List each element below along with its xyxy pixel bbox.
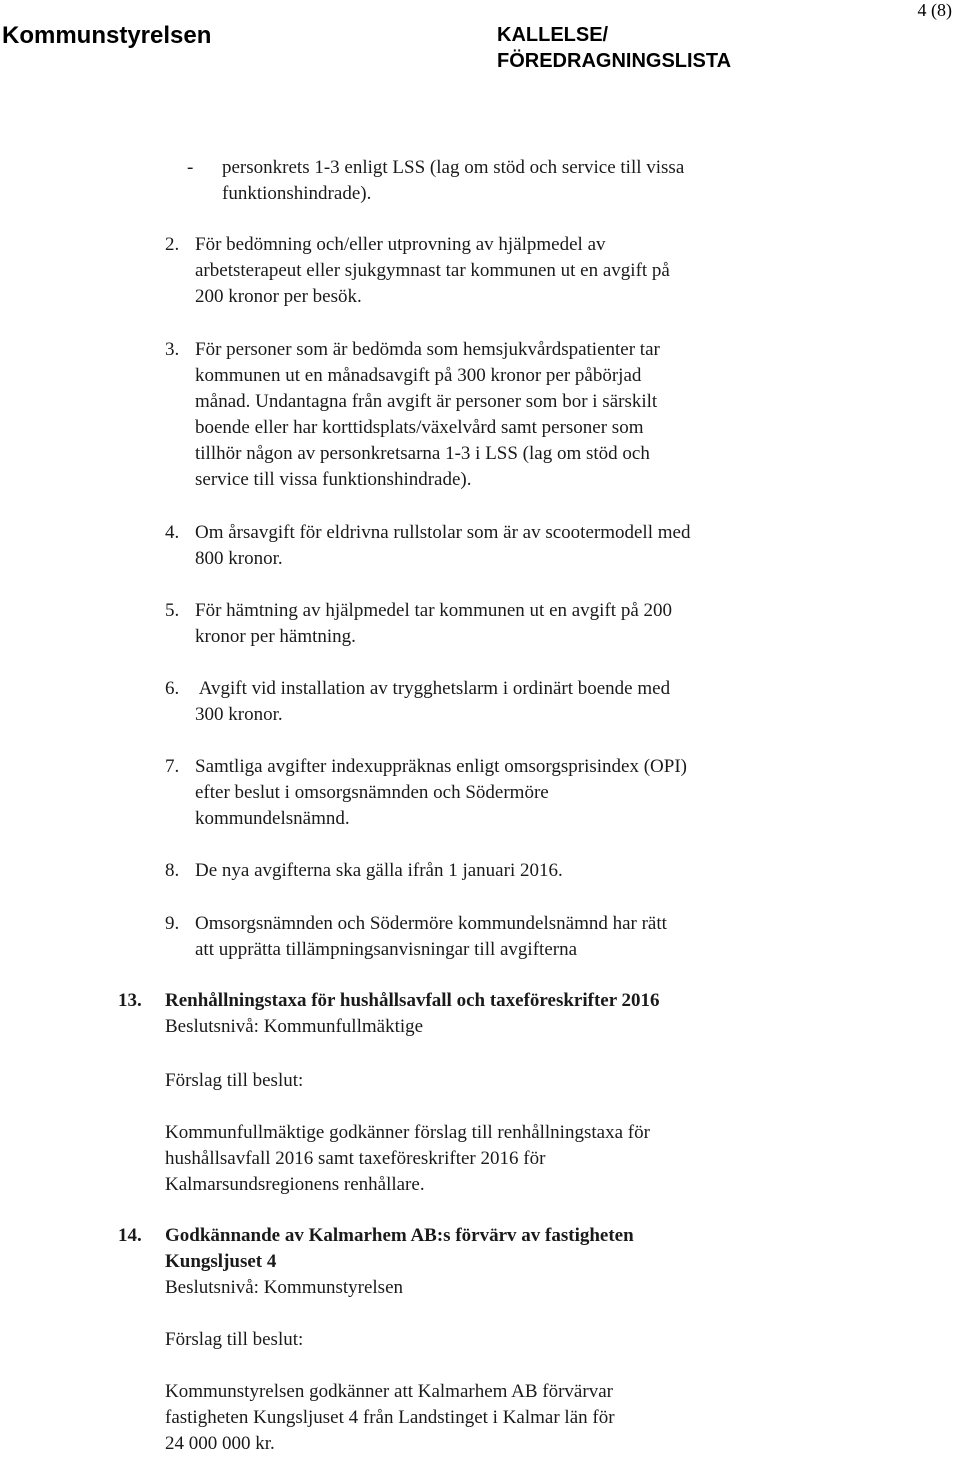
text-line: 800 kronor.: [195, 548, 283, 569]
list-number: 7.: [165, 756, 180, 777]
page-number: 4 (8): [917, 0, 952, 20]
proposal-label: [165, 1068, 303, 1094]
text-line: funktionshindrade).: [222, 183, 372, 204]
text-line: För bedömning och/eller utprovning av hjälpmedel av: [195, 234, 606, 255]
section-title: Renhållningstaxa för hushållsavfall och taxeföreskrifter 2016: [165, 990, 660, 1011]
decision-level: Beslutsnivå: Kommunfullmäktige: [165, 1016, 424, 1037]
list-item: [195, 520, 690, 572]
text-line: Kommunfullmäktige godkänner förslag till renhållningstaxa för: [165, 1122, 650, 1143]
list-item: [195, 754, 687, 832]
list-number: 2.: [165, 234, 180, 255]
list-number: 8.: [165, 860, 180, 881]
text-line: månad. Undantagna från avgift är personer som bor i särskilt: [195, 391, 658, 412]
text-line: Förslag till beslut:: [165, 1070, 304, 1091]
text-line: Kommunstyrelsen godkänner att Kalmarhem AB förvärvar: [165, 1381, 613, 1402]
text-line: Omsorgsnämnden och Södermöre kommundelsnämnd har rätt: [195, 913, 667, 934]
section-title: Kungsljuset 4: [165, 1251, 277, 1272]
text-line: Om årsavgift för eldrivna rullstolar som är av scootermodell med: [195, 522, 691, 543]
text-line: 24 000 000 kr.: [165, 1433, 275, 1454]
section-title: Godkännande av Kalmarhem AB:s förvärv av fastigheten: [165, 1225, 634, 1246]
continuation-text: [222, 155, 684, 207]
list-item: [195, 858, 563, 884]
list-item: [195, 337, 660, 493]
text-line: För personer som är bedömda som hemsjukvårdspatienter tar: [195, 339, 660, 360]
proposal-text: [165, 1120, 650, 1198]
list-number: 5.: [165, 600, 180, 621]
text-line: kommundelsnämnd.: [195, 808, 350, 829]
text-line: Avgift vid installation av trygghetslarm i ordinärt boende med: [195, 678, 671, 699]
text-line: Kalmarsundsregionens renhållare.: [165, 1174, 425, 1195]
agenda-section: [165, 988, 660, 1040]
list-item: [195, 232, 670, 310]
text-line: kronor per hämtning.: [195, 626, 356, 647]
list-number: 3.: [165, 339, 180, 360]
bullet-dash: -: [187, 157, 194, 178]
list-item: [195, 911, 667, 963]
decision-level: Beslutsnivå: Kommunstyrelsen: [165, 1277, 404, 1298]
text-line: kommunen ut en månadsavgift på 300 kronor per påbörjad: [195, 365, 642, 386]
text-line: fastigheten Kungsljuset 4 från Landstinget i Kalmar län för: [165, 1407, 615, 1428]
agenda-section: [165, 1223, 634, 1301]
section-number: 14.: [118, 1225, 142, 1246]
text-line: att upprätta tillämpningsanvisningar till avgifterna: [195, 939, 578, 960]
section-number: 13.: [118, 990, 142, 1011]
text-line: 200 kronor per besök.: [195, 286, 362, 307]
text-line: Samtliga avgifter indexuppräknas enligt omsorgsprisindex (OPI): [195, 756, 687, 777]
proposal-label: [165, 1327, 303, 1353]
text-line: För hämtning av hjälpmedel tar kommunen ut en avgift på 200: [195, 600, 673, 621]
organization-name: Kommunstyrelsen: [2, 22, 212, 49]
text-line: personkrets 1-3 enligt LSS (lag om stöd och service till vissa: [222, 157, 685, 178]
text-line: De nya avgifterna ska gälla ifrån 1 januari 2016.: [195, 860, 563, 881]
proposal-text: [165, 1379, 615, 1457]
document-title-line2: FÖREDRAGNINGSLISTA: [497, 50, 732, 72]
text-line: boende eller har korttidsplats/växelvård samt personer som: [195, 417, 644, 438]
document-title-line1: KALLELSE/: [497, 24, 609, 46]
list-number: 9.: [165, 913, 180, 934]
text-line: arbetsterapeut eller sjukgymnast tar kommunen ut en avgift på: [195, 260, 670, 281]
list-number: 4.: [165, 522, 180, 543]
list-item: [195, 676, 670, 728]
list-item: [195, 598, 672, 650]
text-line: efter beslut i omsorgsnämnden och Södermöre: [195, 782, 549, 803]
text-line: 300 kronor.: [195, 704, 283, 725]
text-line: Förslag till beslut:: [165, 1329, 304, 1350]
list-number: 6.: [165, 678, 180, 699]
text-line: tillhör någon av personkretsarna 1-3 i LSS (lag om stöd och: [195, 443, 650, 464]
text-line: service till vissa funktionshindrade).: [195, 469, 472, 490]
text-line: hushållsavfall 2016 samt taxeföreskrifter 2016 för: [165, 1148, 546, 1169]
